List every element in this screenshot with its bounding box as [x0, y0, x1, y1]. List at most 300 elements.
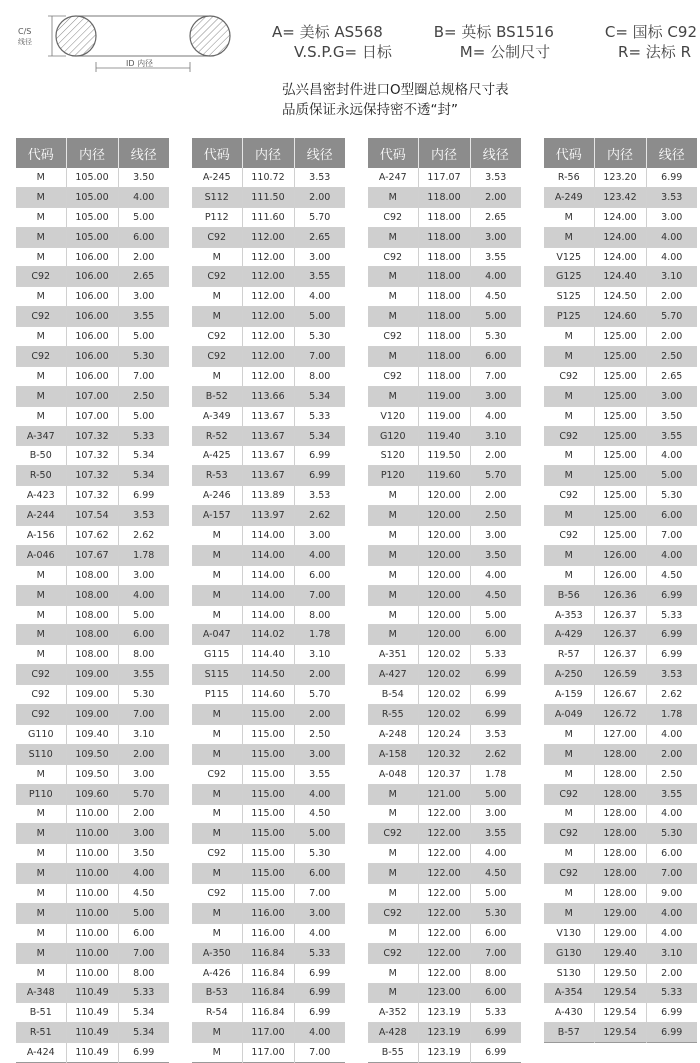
code-cell: M: [368, 983, 418, 1003]
table-row: [192, 685, 345, 705]
code-cell: M: [192, 824, 242, 844]
code-cell: P125: [544, 307, 594, 327]
code-cell: M: [368, 784, 418, 804]
inner-diameter-cell: 116.00: [242, 923, 294, 943]
table-row: [192, 247, 345, 267]
table-row: [192, 1043, 345, 1063]
inner-diameter-cell: 124.60: [594, 307, 646, 327]
code-cell: G110: [16, 724, 66, 744]
inner-diameter-cell: 129.54: [594, 983, 646, 1003]
table-row: [16, 207, 169, 227]
inner-diameter-cell: 118.00: [418, 307, 470, 327]
cross-section-cell: 6.00: [646, 506, 697, 526]
cross-section-cell: 2.00: [646, 963, 697, 983]
cross-section-cell: 4.00: [646, 903, 697, 923]
code-cell: A-350: [192, 943, 242, 963]
table-row: [368, 287, 521, 307]
table-row: [16, 506, 169, 526]
table-row: [16, 884, 169, 904]
inner-diameter-cell: 122.00: [418, 884, 470, 904]
cross-section-cell: 5.00: [118, 207, 169, 227]
column-header-inner-diameter: 内径: [418, 138, 470, 168]
code-cell: M: [16, 187, 66, 207]
code-cell: M: [192, 705, 242, 725]
table-row: [544, 1023, 697, 1043]
table-row: [544, 168, 697, 187]
table-row: [544, 844, 697, 864]
cross-section-cell: 3.50: [470, 545, 521, 565]
code-cell: C92: [544, 784, 594, 804]
inner-diameter-cell: 110.00: [66, 903, 118, 923]
table-row: [544, 665, 697, 685]
inner-diameter-cell: 111.60: [242, 207, 294, 227]
code-cell: P115: [192, 685, 242, 705]
table-row: [368, 327, 521, 347]
table-row: [192, 963, 345, 983]
cross-section-cell: 7.00: [294, 585, 345, 605]
cross-section-cell: 3.55: [118, 307, 169, 327]
inner-diameter-cell: 116.84: [242, 1003, 294, 1023]
inner-diameter-cell: 110.00: [66, 844, 118, 864]
table-row: [192, 864, 345, 884]
code-cell: M: [544, 884, 594, 904]
code-cell: R-57: [544, 645, 594, 665]
code-cell: A-047: [192, 625, 242, 645]
table-row: [16, 903, 169, 923]
code-cell: M: [544, 446, 594, 466]
cross-section-cell: 3.53: [470, 168, 521, 187]
cross-section-cell: 5.70: [294, 685, 345, 705]
inner-diameter-cell: 116.84: [242, 963, 294, 983]
cross-section-cell: 3.10: [470, 426, 521, 446]
table-row: [16, 366, 169, 386]
table-row: [192, 545, 345, 565]
inner-diameter-cell: 120.02: [418, 665, 470, 685]
inner-diameter-cell: 118.00: [418, 287, 470, 307]
cross-section-cell: 4.00: [118, 187, 169, 207]
code-cell: M: [544, 565, 594, 585]
cross-section-cell: 4.00: [118, 585, 169, 605]
inner-diameter-cell: 115.00: [242, 724, 294, 744]
table-row: [192, 1003, 345, 1023]
cross-section-cell: 3.00: [646, 207, 697, 227]
cross-section-cell: 5.34: [118, 1023, 169, 1043]
code-cell: M: [544, 724, 594, 744]
table-row: [368, 1043, 521, 1063]
table-row: [192, 466, 345, 486]
cross-section-cell: 6.99: [646, 1003, 697, 1023]
table-row: [544, 506, 697, 526]
cross-section-cell: 2.00: [470, 187, 521, 207]
code-cell: M: [544, 406, 594, 426]
table-row: [544, 625, 697, 645]
code-cell: C92: [16, 685, 66, 705]
inner-diameter-cell: 126.36: [594, 585, 646, 605]
cross-section-cell: 5.33: [118, 983, 169, 1003]
cross-section-cell: 6.00: [118, 227, 169, 247]
size-tables: [16, 138, 688, 1059]
code-cell: M: [16, 605, 66, 625]
inner-diameter-cell: 107.00: [66, 406, 118, 426]
cross-section-cell: 5.00: [470, 605, 521, 625]
inner-diameter-cell: 110.49: [66, 1003, 118, 1023]
inner-diameter-cell: 125.00: [594, 426, 646, 446]
inner-diameter-cell: 110.00: [66, 923, 118, 943]
cross-section-cell: 3.00: [294, 526, 345, 546]
inner-diameter-cell: 109.50: [66, 764, 118, 784]
code-cell: M: [192, 565, 242, 585]
code-cell: R-51: [16, 1023, 66, 1043]
inner-diameter-cell: 125.00: [594, 366, 646, 386]
table-row: [368, 585, 521, 605]
code-cell: C92: [16, 705, 66, 725]
table-row: [16, 386, 169, 406]
inner-diameter-cell: 115.00: [242, 744, 294, 764]
cross-section-cell: 4.00: [646, 227, 697, 247]
code-cell: M: [544, 744, 594, 764]
table-row: [368, 864, 521, 884]
code-cell: M: [192, 366, 242, 386]
code-cell: R-54: [192, 1003, 242, 1023]
cross-section-cell: 3.00: [294, 247, 345, 267]
cross-section-cell: 2.00: [294, 705, 345, 725]
cross-section-cell: 5.34: [118, 466, 169, 486]
code-cell: C92: [368, 903, 418, 923]
cross-section-cell: 4.50: [118, 884, 169, 904]
code-cell: M: [544, 764, 594, 784]
table-row: [368, 366, 521, 386]
inner-diameter-cell: 117.07: [418, 168, 470, 187]
inner-diameter-cell: 115.00: [242, 784, 294, 804]
code-cell: M: [544, 903, 594, 923]
cross-section-cell: 2.00: [646, 287, 697, 307]
code-cell: M: [16, 864, 66, 884]
cross-section-cell: 2.00: [294, 665, 345, 685]
code-cell: B-57: [544, 1023, 594, 1043]
inner-diameter-cell: 121.00: [418, 784, 470, 804]
table-row: [16, 784, 169, 804]
code-cell: C92: [192, 347, 242, 367]
table-row: [368, 665, 521, 685]
inner-diameter-cell: 116.00: [242, 903, 294, 923]
inner-diameter-cell: 124.40: [594, 267, 646, 287]
standard-c: C= 国标 C92: [604, 23, 697, 41]
cross-section-cell: 6.99: [485, 1047, 507, 1059]
code-cell: M: [368, 287, 418, 307]
code-cell: C92: [368, 207, 418, 227]
code-cell: M: [192, 287, 242, 307]
inner-diameter-cell: 118.00: [418, 347, 470, 367]
cross-section-cell: 2.65: [118, 267, 169, 287]
cross-section-cell: 8.00: [118, 963, 169, 983]
code-cell: M: [368, 565, 418, 585]
code-cell: M: [16, 844, 66, 864]
code-cell: A-244: [16, 506, 66, 526]
table-row: [368, 187, 521, 207]
inner-diameter-cell: 129.00: [594, 923, 646, 943]
code-cell: A-349: [192, 406, 242, 426]
inner-diameter-cell: 112.00: [242, 327, 294, 347]
cross-section-cell: 5.00: [470, 307, 521, 327]
code-cell: A-158: [368, 744, 418, 764]
inner-diameter-cell: 118.00: [418, 366, 470, 386]
code-cell: M: [368, 227, 418, 247]
code-cell: C92: [544, 824, 594, 844]
table-row: [192, 426, 345, 446]
code-cell: M: [16, 207, 66, 227]
cross-section-cell: 4.00: [294, 1023, 345, 1043]
table-row: [192, 724, 345, 744]
inner-diameter-cell: 123.00: [418, 983, 470, 1003]
table-row: [16, 804, 169, 824]
table-row: [544, 864, 697, 884]
cross-section-cell: 7.00: [470, 366, 521, 386]
cross-section-cell: 3.55: [294, 267, 345, 287]
cross-section-cell: 6.99: [646, 625, 697, 645]
inner-diameter-cell: 110.72: [242, 168, 294, 187]
inner-diameter-cell: 128.00: [594, 744, 646, 764]
table-row: [192, 943, 345, 963]
code-cell: M: [192, 545, 242, 565]
inner-diameter-cell: 125.00: [594, 347, 646, 367]
table-row: [544, 486, 697, 506]
inner-diameter-cell: 120.00: [418, 506, 470, 526]
inner-diameter-cell: 127.00: [594, 724, 646, 744]
table-row: [16, 724, 169, 744]
cross-section-cell: 5.70: [470, 466, 521, 486]
table-row: [192, 744, 345, 764]
cross-section-cell: 4.00: [646, 804, 697, 824]
inner-diameter-cell: 124.00: [594, 227, 646, 247]
table-row: [192, 764, 345, 784]
inner-diameter-cell: 126.72: [594, 705, 646, 725]
table-row: [368, 446, 521, 466]
table-row: [192, 287, 345, 307]
table-row: [192, 903, 345, 923]
table-row: [16, 327, 169, 347]
code-cell: C92: [368, 824, 418, 844]
table-row: [368, 227, 521, 247]
table-row: [544, 287, 697, 307]
cross-section-cell: 5.30: [646, 486, 697, 506]
inner-diameter-cell: 125.00: [594, 446, 646, 466]
cross-section-cell: 8.00: [118, 645, 169, 665]
inner-diameter-cell: 119.00: [418, 386, 470, 406]
cross-section-cell: 3.50: [118, 844, 169, 864]
inner-diameter-cell: 114.00: [242, 545, 294, 565]
code-cell: M: [16, 824, 66, 844]
table-row: [192, 804, 345, 824]
table-row: [16, 864, 169, 884]
code-cell: M: [368, 526, 418, 546]
inner-diameter-cell: 128.00: [594, 864, 646, 884]
cross-section-cell: 2.65: [646, 366, 697, 386]
code-cell: M: [544, 804, 594, 824]
inner-diameter-cell: 113.89: [242, 486, 294, 506]
table-row: [368, 526, 521, 546]
code-cell: G125: [544, 267, 594, 287]
cross-section-cell: 5.30: [118, 685, 169, 705]
cross-section-cell: 4.50: [470, 585, 521, 605]
cross-section-cell: 5.00: [470, 784, 521, 804]
cross-section-cell: 6.00: [470, 923, 521, 943]
cross-section-cell: 3.00: [646, 386, 697, 406]
code-cell: M: [192, 923, 242, 943]
inner-diameter-cell: 125.00: [594, 486, 646, 506]
table-row: [544, 903, 697, 923]
column-header-cross-section: 线径: [646, 138, 697, 168]
code-cell: M: [192, 307, 242, 327]
table-row: [192, 267, 345, 287]
inner-diameter-cell: 125.00: [594, 506, 646, 526]
code-cell: M: [368, 187, 418, 207]
code-cell: M: [192, 724, 242, 744]
cross-section-cell: 4.00: [646, 247, 697, 267]
cross-section-cell: 4.50: [294, 804, 345, 824]
code-cell: C92: [368, 366, 418, 386]
cross-section-cell: 6.00: [118, 923, 169, 943]
inner-diameter-cell: 114.00: [242, 605, 294, 625]
code-cell: G130: [544, 943, 594, 963]
code-cell: M: [16, 903, 66, 923]
inner-diameter-cell: 106.00: [66, 247, 118, 267]
code-cell: C92: [192, 327, 242, 347]
code-cell: B-55: [368, 1043, 418, 1063]
code-cell: V120: [368, 406, 418, 426]
cross-section-cell: 5.00: [294, 824, 345, 844]
table-row: [192, 347, 345, 367]
table-row: [544, 724, 697, 744]
inner-diameter-cell: 120.37: [418, 764, 470, 784]
inner-diameter-cell: 126.37: [594, 605, 646, 625]
cross-section-cell: 7.00: [309, 1047, 331, 1059]
standard-r: R= 法标 R: [618, 43, 691, 61]
inner-diameter-cell: 123.20: [594, 168, 646, 187]
table-row: [544, 545, 697, 565]
column-header-cross-section: 线径: [118, 138, 169, 168]
cross-section-cell: 7.00: [646, 526, 697, 546]
inner-diameter-cell: 118.00: [418, 247, 470, 267]
size-table: [16, 138, 169, 1063]
column-header-code: 代码: [16, 138, 66, 168]
table-row: [544, 804, 697, 824]
cross-section-cell: 7.00: [118, 366, 169, 386]
table-row: [16, 1003, 169, 1023]
cross-section-cell: 6.99: [133, 1047, 155, 1059]
cross-section-cell: 2.50: [470, 506, 521, 526]
table-row: [544, 605, 697, 625]
inner-diameter-cell: 112.00: [242, 287, 294, 307]
code-cell: S112: [192, 187, 242, 207]
inner-diameter-cell: 110.49: [66, 1043, 118, 1063]
code-cell: M: [16, 227, 66, 247]
table-row: [368, 565, 521, 585]
size-table: [368, 138, 521, 1063]
cross-section-cell: 8.00: [470, 963, 521, 983]
inner-diameter-cell: 125.00: [594, 526, 646, 546]
cross-section-cell: 4.00: [470, 267, 521, 287]
table-row: [16, 844, 169, 864]
inner-diameter-cell: 109.40: [66, 724, 118, 744]
table-row: [16, 923, 169, 943]
code-cell: C92: [16, 267, 66, 287]
code-cell: M: [16, 366, 66, 386]
inner-diameter-cell: 107.00: [66, 386, 118, 406]
cross-section-cell: 5.30: [294, 327, 345, 347]
cross-section-cell: 1.78: [470, 764, 521, 784]
code-cell: S110: [16, 744, 66, 764]
cross-section-cell: 4.50: [470, 287, 521, 307]
cross-section-cell: 4.00: [470, 565, 521, 585]
table-row: [192, 307, 345, 327]
cross-section-cell: 5.33: [294, 406, 345, 426]
code-cell: M: [192, 784, 242, 804]
cross-section-cell: 2.00: [470, 486, 521, 506]
table-row: [368, 386, 521, 406]
table-row: [192, 884, 345, 904]
inner-diameter-cell: 128.00: [594, 824, 646, 844]
inner-diameter-cell: 129.50: [594, 963, 646, 983]
inner-diameter-cell: 117.00: [242, 1043, 294, 1063]
inner-diameter-cell: 120.00: [418, 486, 470, 506]
inner-diameter-cell: 112.00: [242, 347, 294, 367]
column-header-code: 代码: [192, 138, 242, 168]
code-cell: M: [16, 565, 66, 585]
cross-section-cell: 5.30: [646, 824, 697, 844]
inner-diameter-cell: 118.00: [418, 327, 470, 347]
code-cell: B-53: [192, 983, 242, 1003]
inner-diameter-cell: 110.00: [66, 804, 118, 824]
cross-section-cell: 5.30: [118, 347, 169, 367]
inner-diameter-cell: 114.60: [242, 685, 294, 705]
code-cell: M: [16, 963, 66, 983]
cross-section-cell: 3.55: [646, 426, 697, 446]
inner-diameter-cell: 122.00: [418, 824, 470, 844]
inner-diameter-cell: 108.00: [66, 625, 118, 645]
code-cell: R-53: [192, 466, 242, 486]
table-row: [544, 446, 697, 466]
code-cell: M: [16, 287, 66, 307]
cross-section-cell: 4.00: [646, 923, 697, 943]
cross-section-cell: 6.99: [646, 1023, 697, 1043]
page-title: 弘兴昌密封件进口O型圈总规格尺寸表: [282, 82, 509, 98]
code-cell: A-425: [192, 446, 242, 466]
code-cell: M: [192, 1043, 242, 1063]
table-row: [192, 446, 345, 466]
code-cell: M: [16, 327, 66, 347]
code-cell: C92: [192, 227, 242, 247]
inner-diameter-cell: 114.00: [242, 565, 294, 585]
code-cell: C92: [192, 267, 242, 287]
table-row: [16, 744, 169, 764]
code-cell: M: [192, 585, 242, 605]
inner-diameter-cell: 114.50: [242, 665, 294, 685]
inner-diameter-cell: 106.00: [66, 327, 118, 347]
code-cell: M: [16, 764, 66, 784]
cross-section-cell: 5.33: [118, 426, 169, 446]
cross-section-cell: 5.30: [294, 844, 345, 864]
cross-section-cell: 3.50: [118, 168, 169, 187]
code-cell: M: [16, 247, 66, 267]
table-row: [544, 764, 697, 784]
cross-section-cell: 5.33: [646, 983, 697, 1003]
code-cell: M: [16, 168, 66, 187]
code-cell: M: [544, 844, 594, 864]
code-cell: M: [368, 307, 418, 327]
table-row: [368, 426, 521, 446]
code-cell: A-430: [544, 1003, 594, 1023]
inner-diameter-cell: 110.00: [66, 824, 118, 844]
